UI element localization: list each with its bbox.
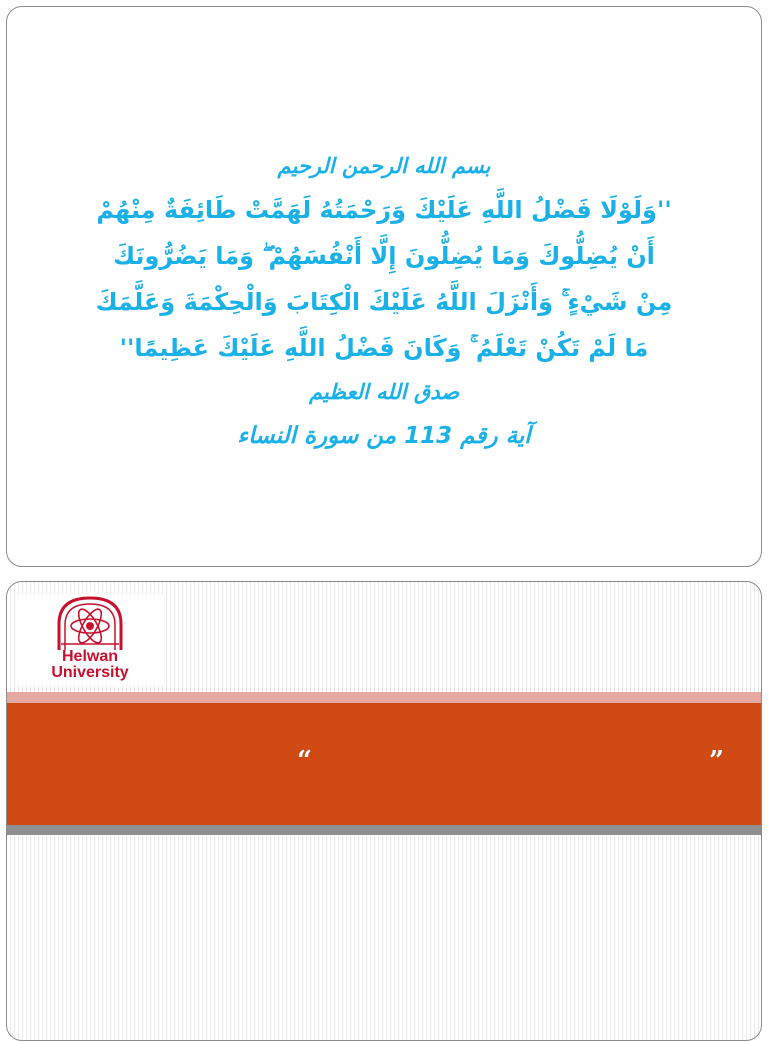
verse-reference: آية رقم 113 من سورة النساء <box>237 423 531 449</box>
gray-divider-band <box>7 825 761 835</box>
slide-2 <box>6 581 762 1041</box>
closing-phrase: صدق الله العظيم <box>308 380 460 404</box>
closing-quote-mark: ” <box>709 746 724 776</box>
orange-title-band <box>7 703 761 825</box>
logo-text-university: University <box>51 664 129 681</box>
university-logo <box>15 594 165 686</box>
verse-line-3: مِنْ شَيْءٍ ۚ وَأَنْزَلَ اللَّهُ عَلَيْكَ الْكِتَابَ وَالْحِكْمَةَ وَعَلَّمَكَ <box>95 288 673 316</box>
verse-line-4: مَا لَمْ تَكُنْ تَعْلَمُ ۚ وَكَانَ فَضْلُ اللَّهِ عَلَيْكَ عَظِيمًا'' <box>119 334 649 362</box>
verse-text-block <box>27 145 741 459</box>
verse-line-1: ''وَلَوْلَا فَضْلُ اللَّهِ عَلَيْكَ وَرَحْمَتُهُ لَهَمَّتْ طَائِفَةٌ مِنْهُمْ <box>96 196 672 224</box>
atom-emblem-icon <box>53 594 127 650</box>
opening-quote-mark: “ <box>297 746 312 776</box>
verse-line-2: أَنْ يُضِلُّوكَ وَمَا يُضِلُّونَ إِلَّا أَنْفُسَهُمْ ۖ وَمَا يَضُرُّونَكَ <box>113 242 655 270</box>
basmala-heading: بسم الله الرحمن الرحيم <box>277 154 491 178</box>
pink-accent-band <box>7 692 761 703</box>
logo-text-helwan: Helwan <box>61 648 118 665</box>
slide-1 <box>6 6 762 567</box>
